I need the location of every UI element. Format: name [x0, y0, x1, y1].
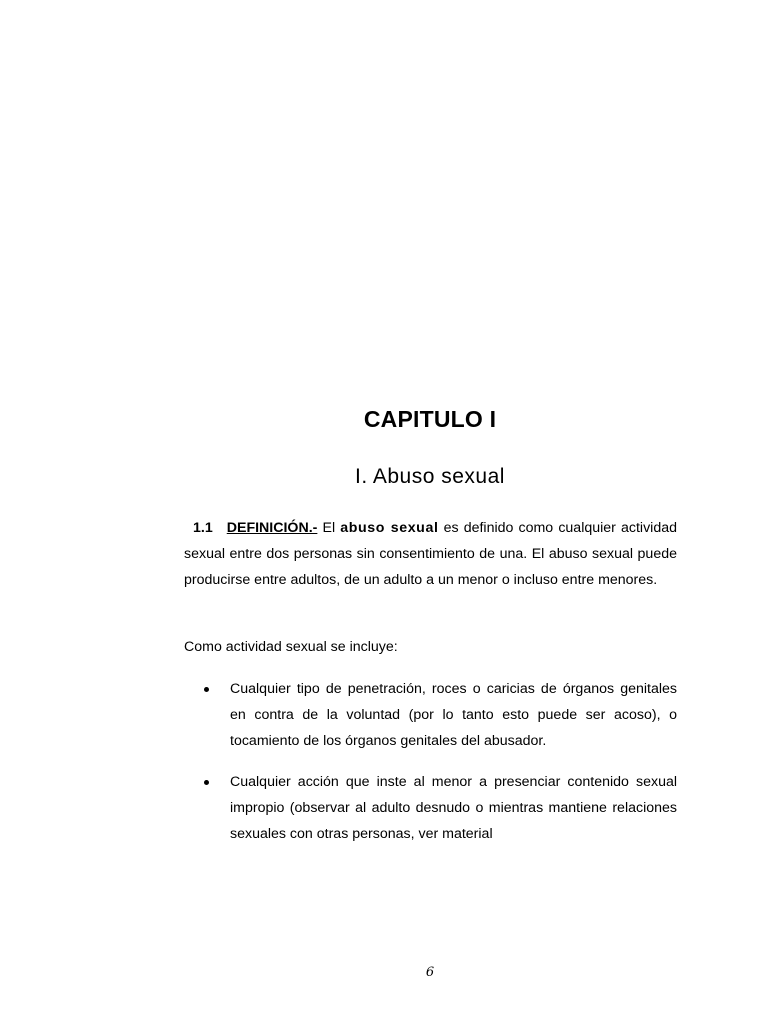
page-number: 6 — [425, 965, 435, 980]
list-item-text: Cualquier tipo de penetración, roces o caricias de órganos genitales en contra de la voluntad (por lo tanto esto puede ser acoso), o tocamiento de los órganos genitales del abusador. — [230, 681, 677, 749]
list-item-text: Cualquier acción que inste al menor a presenciar contenido sexual impropio (observar al adulto desnudo o mientras mantiene relaciones sexuales con otras personas, ver material — [230, 774, 677, 842]
activity-list — [184, 676, 677, 862]
definition-paragraph — [184, 515, 677, 593]
definition-text-after: es definido como cualquier actividad sexual entre dos personas sin consentimiento de una. El abuso sexual puede producirse entre adultos, de un adulto a un menor o incluso entre menores. — [184, 520, 677, 588]
intro-paragraph: Como actividad sexual se incluye: — [184, 639, 398, 655]
bullet-icon — [204, 687, 209, 692]
section-title: I. Abuso sexual — [355, 465, 505, 488]
definition-term: abuso sexual — [340, 520, 439, 536]
list-item — [184, 769, 677, 847]
definition-heading: DEFINICIÓN.- — [226, 520, 318, 536]
list-item — [184, 676, 677, 754]
chapter-title: CAPITULO I — [363, 406, 497, 432]
definition-number: 1.1 — [193, 520, 213, 536]
bullet-icon — [204, 780, 209, 785]
definition-text-before: El — [317, 520, 341, 536]
